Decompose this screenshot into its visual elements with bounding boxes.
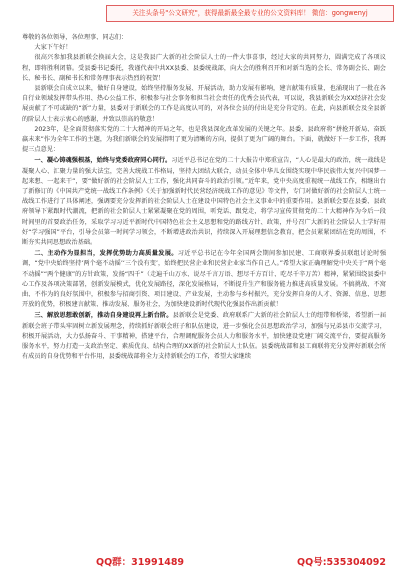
section-heading: 三、解放思想敢创新，推动自身建设再上新台阶。 (34, 312, 173, 320)
section-paragraph (22, 156, 386, 248)
section-body: 习近平总书记在党的二十大报告中郑重宣告，“人心是最大的政治，统一战线是凝聚人心、汇聚力量的强大法宝，完善大统战工作格局，坚持大团结大联合，动员全体中华儿女围绕实现中华民族伟大复兴中国梦一起来想、一起来干”，要“做好新的社会阶层人士工作，强化共同奋斗的政治引领。”近年来，党中央高度重视统一战线工作，相继出台了新修订的《中国共产党统一战线工作条例》《关于加强新时代民营经济统战工作的意见》等文件，专门对做好新的社会阶层人士统一战线工作进行了具体阐述，强调要充分发挥新的社会阶层人士在建设中国特色社会主义事业中的重要作用。县新联会要在县委、县政府领导下紧跟时代潮流，把新的社会阶层人士紧紧凝聚在党的周围，听党话、跟党走，将学习宣传贯彻党的二十大精神作为今后一段时间里的首要政治任务，采取学习习近平新时代中国特色社会主义思想和党的路线方针、政策，并号召广大新的社会阶层人士学好用好“学习强国”平台，引导会员第一时间学习领会，不断增进政治共识，持续深入开展理想信念教育，把会员紧紧团结在党的周围，不断夯实共同思想政治基础。 (22, 157, 386, 247)
salutation: 尊敬的各位领导，各位理事、同志们： (22, 34, 128, 41)
section-body: 县新联会是党委、政府联系广大新的社会阶层人士的纽带和桥梁，希望新一届新联会班子带头牢固树立新发展理念，持续抓好新联会班子和队伍建设，进一步强化会员思想政治学习，加强与兄弟县市交流学习，积极开展活动，大力弘扬奋斗、干事精神，搭建平台，合理调配服务会员人力和服务水平，加快建设党建厂阔交流平台，要提高服务服务水平，努力打造一支政治坚定、素质优良、结构合理的XX新的社会阶层人士队伍。县委统战部和县工商联将充分发挥好新联会所有成员的自身优势和平台作用，县委统战部将全力支持新联会的工作，希望大家继续 (22, 312, 387, 361)
greeting: 大家下午好！ (34, 44, 72, 52)
section-heading: 一、凝心铸魂强根基，始终与党委政府同心同行。 (34, 157, 172, 165)
intro-paragraph: 2023年，是全面贯彻落实党的二十大精神的开局之年，也是我县深化改革发展的关键之年。县委、县政府将“拼抢开新局、奋跃赢未来”作为全年工作的主题，为我们新联会的发展指明了更为清晰的方向，提供了更为广阔的舞台。下面，就做好下一步工作，我再提三点意见： (22, 125, 386, 154)
contact-footer (96, 553, 386, 569)
section-paragraph (22, 311, 386, 362)
qq-group-number: QQ群：31991489 (96, 557, 185, 568)
promo-banner: 关注头条号"公文研究"，获得最新最全最专业的公文资料库！ 微信：gongwenyj (106, 5, 394, 22)
intro-paragraph: 县新联会自成立以来，做好自身建设，始终坚持服务发展、开展活动，助力发展有影响，建言献策有质量，也涌现出了一批在各自行业领域发挥带头作用、热心公益工作、积极参与社会事务和担当社会责任的优秀会员代表，可以说，我县新联会为XX经济社会发展贡献了不可或缺的“新”力量，县委对于新联会的工作是高度认可的，对各位会员的付出是充分肯定的。在此，向县新联会及全县新的阶层人士表示衷心的感谢，并致以崇高的敬意！ (22, 85, 386, 123)
section-body: 习近平总书记在今年全国两会期间参加民建、工商联界委员联组讨论时强调，“党中央始终坚持‘两个毫不动摇’‘三个没有变’，始终把民营企业和民营企业家当作自己人。”希望大家正确理解党中央关于“两个毫不动摇”“两个健康”的方针政策，发扬“四千”（走遍千山万水、说尽千言万语、想尽千方百计、吃尽千辛万苦）精神，紧紧围绕县委中心工作及各项决策部署，创新发展模式，优化发展路径，深化发展格局，不断提升生产和服务能力推进高质量发展。不搞挑战、不窝曲、不作为的良好氛围中，积极参与招商引资、项目建设、产业发展，主动参与乡村振兴，充分发挥自身的人才、资源、信息、思想开放的优势，积极建言献策、推动发展、服务社会，为加快建设新时代现代化强县作出新贡献！ (22, 250, 387, 309)
document-body (22, 33, 386, 363)
qq-number: QQ号:535304092 (297, 557, 386, 568)
section-heading: 二、主动作为显担当，发挥优势助力高质量发展。 (34, 250, 178, 258)
intro-paragraph: 很高兴参加我县新联会换届大会，这是我县广大新的社会阶层人士的一件大事喜事，经过大家的共同努力，圆满完成了各项议程，即将胜利闭幕。受县委书记委托，我谨代表中共XX县委、县委统战部，向大会的胜利召开和对新当选的会长、常务副会长、副会长、秘书长、副秘书长和常务理事表示热烈的祝贺！ (22, 54, 386, 82)
section-paragraph (22, 249, 386, 310)
